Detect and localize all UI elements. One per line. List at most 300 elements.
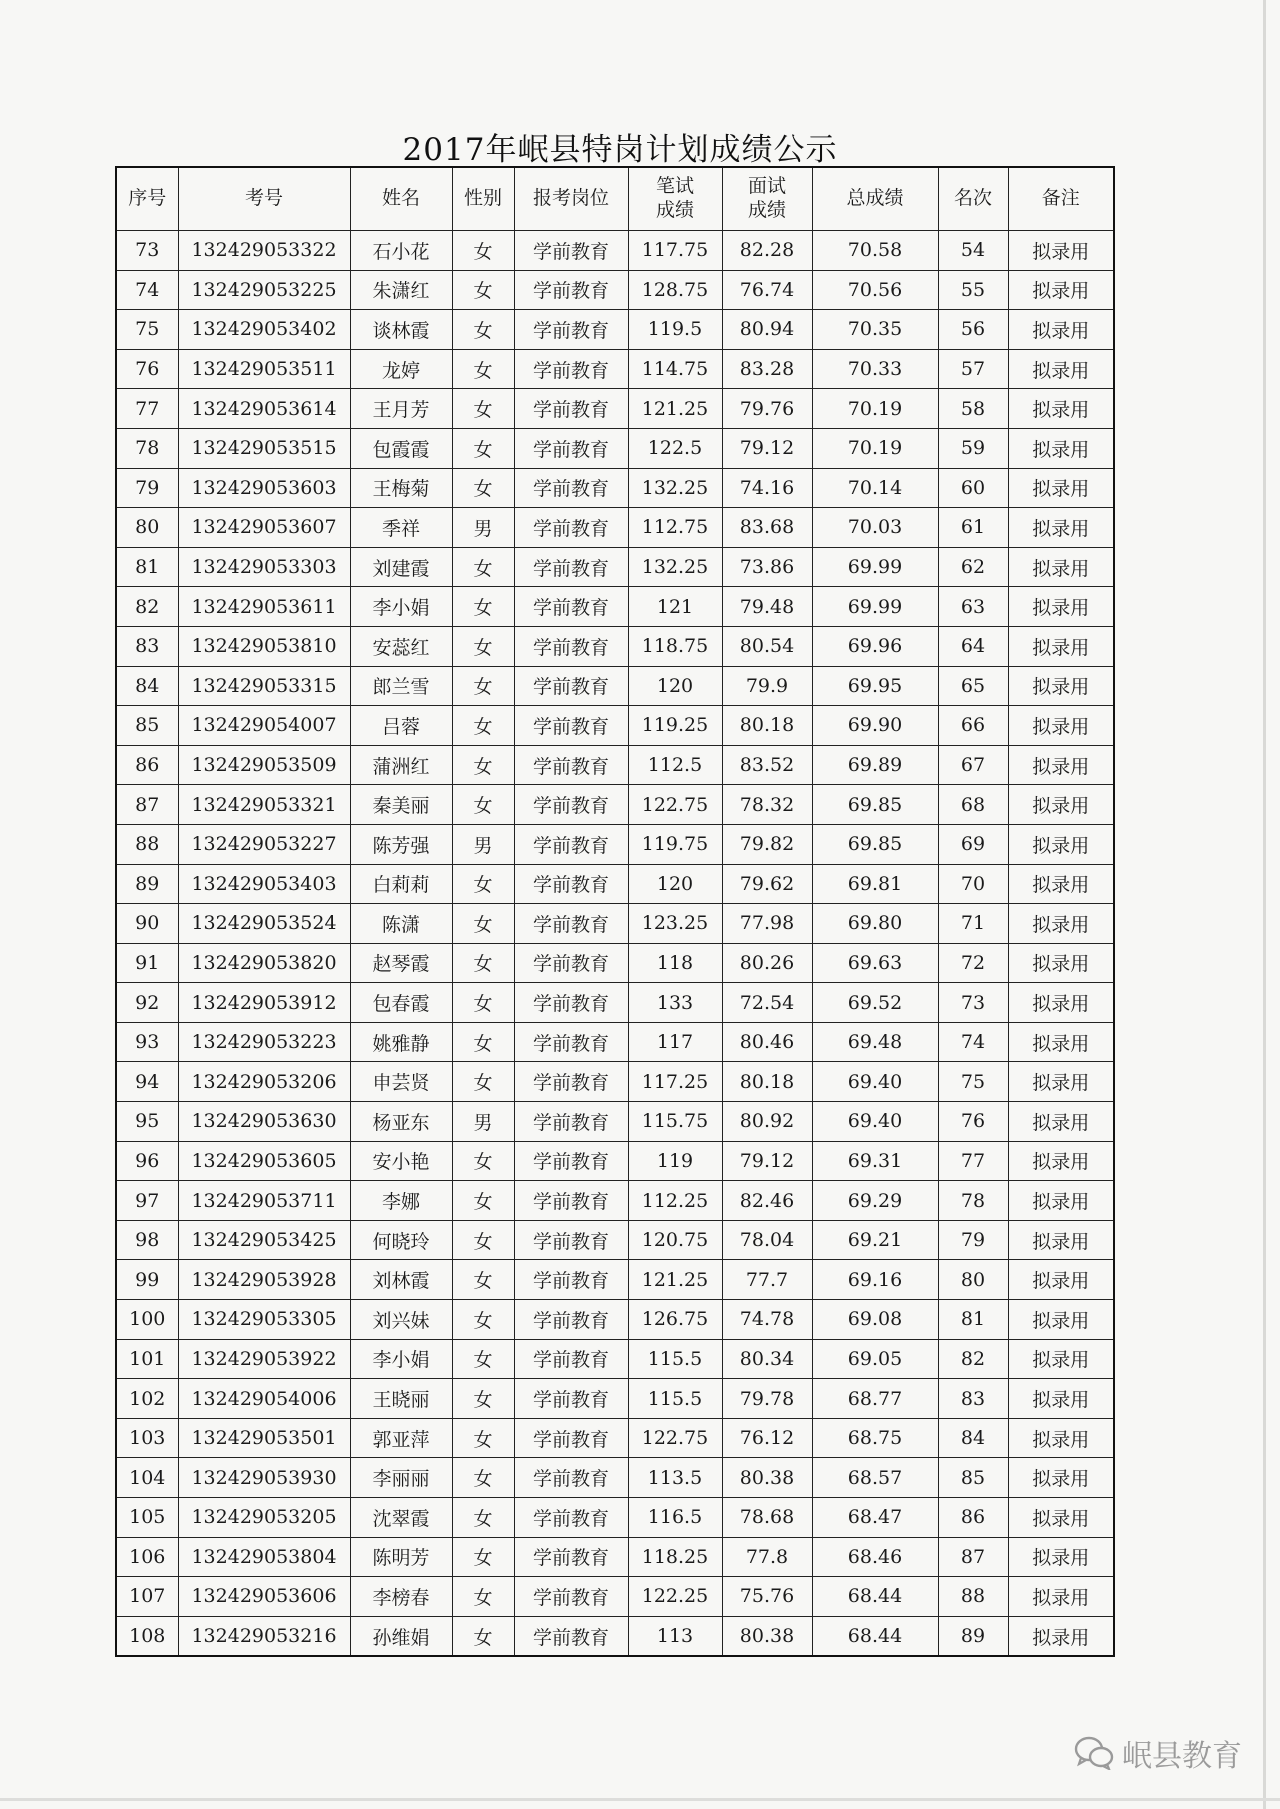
cell-total-score: 69.89 bbox=[812, 745, 938, 785]
cell-total-score: 69.40 bbox=[812, 1062, 938, 1102]
cell-written-score: 123.25 bbox=[628, 904, 722, 944]
cell-position: 学前教育 bbox=[514, 1379, 628, 1419]
cell-written-score: 121 bbox=[628, 587, 722, 627]
page-edge bbox=[1263, 0, 1266, 1809]
cell-interview-score: 79.12 bbox=[722, 1141, 812, 1181]
table-row bbox=[116, 1537, 1114, 1577]
cell-written-score: 119.5 bbox=[628, 310, 722, 350]
table-body bbox=[116, 231, 1114, 1657]
cell-seq: 73 bbox=[116, 231, 178, 271]
cell-position: 学前教育 bbox=[514, 626, 628, 666]
table-row bbox=[116, 1062, 1114, 1102]
cell-position: 学前教育 bbox=[514, 1339, 628, 1379]
cell-name: 刘林霞 bbox=[350, 1260, 452, 1300]
cell-position: 学前教育 bbox=[514, 785, 628, 825]
cell-written-score: 118 bbox=[628, 943, 722, 983]
cell-gender: 女 bbox=[452, 1062, 514, 1102]
table-row bbox=[116, 785, 1114, 825]
cell-exam-id: 132429053315 bbox=[178, 666, 350, 706]
cell-position: 学前教育 bbox=[514, 428, 628, 468]
cell-total-score: 69.80 bbox=[812, 904, 938, 944]
cell-interview-score: 74.78 bbox=[722, 1300, 812, 1340]
cell-total-score: 68.47 bbox=[812, 1498, 938, 1538]
cell-name: 王晓丽 bbox=[350, 1379, 452, 1419]
cell-interview-score: 80.34 bbox=[722, 1339, 812, 1379]
cell-total-score: 68.44 bbox=[812, 1577, 938, 1617]
cell-total-score: 68.44 bbox=[812, 1616, 938, 1656]
cell-interview-score: 79.82 bbox=[722, 824, 812, 864]
cell-interview-score: 78.32 bbox=[722, 785, 812, 825]
cell-position: 学前教育 bbox=[514, 1577, 628, 1617]
cell-name: 沈翠霞 bbox=[350, 1498, 452, 1538]
cell-rank: 69 bbox=[938, 824, 1008, 864]
wechat-icon bbox=[1074, 1736, 1114, 1770]
cell-gender: 女 bbox=[452, 349, 514, 389]
cell-seq: 100 bbox=[116, 1300, 178, 1340]
cell-total-score: 68.57 bbox=[812, 1458, 938, 1498]
cell-gender: 女 bbox=[452, 587, 514, 627]
column-header: 笔试 成绩 bbox=[628, 167, 722, 231]
table-row bbox=[116, 824, 1114, 864]
cell-remark: 拟录用 bbox=[1008, 904, 1114, 944]
cell-total-score: 69.08 bbox=[812, 1300, 938, 1340]
cell-gender: 女 bbox=[452, 1498, 514, 1538]
cell-name: 秦美丽 bbox=[350, 785, 452, 825]
cell-remark: 拟录用 bbox=[1008, 389, 1114, 429]
cell-position: 学前教育 bbox=[514, 1220, 628, 1260]
cell-gender: 女 bbox=[452, 1220, 514, 1260]
cell-total-score: 70.03 bbox=[812, 508, 938, 548]
cell-remark: 拟录用 bbox=[1008, 1537, 1114, 1577]
cell-exam-id: 132429053614 bbox=[178, 389, 350, 429]
cell-exam-id: 132429053322 bbox=[178, 231, 350, 271]
cell-name: 季祥 bbox=[350, 508, 452, 548]
cell-remark: 拟录用 bbox=[1008, 508, 1114, 548]
cell-exam-id: 132429053804 bbox=[178, 1537, 350, 1577]
cell-total-score: 69.29 bbox=[812, 1181, 938, 1221]
cell-total-score: 68.77 bbox=[812, 1379, 938, 1419]
cell-rank: 59 bbox=[938, 428, 1008, 468]
cell-rank: 82 bbox=[938, 1339, 1008, 1379]
cell-seq: 92 bbox=[116, 983, 178, 1023]
cell-rank: 56 bbox=[938, 310, 1008, 350]
cell-name: 包春霞 bbox=[350, 983, 452, 1023]
cell-written-score: 113.5 bbox=[628, 1458, 722, 1498]
cell-position: 学前教育 bbox=[514, 1181, 628, 1221]
cell-written-score: 114.75 bbox=[628, 349, 722, 389]
cell-exam-id: 132429054007 bbox=[178, 706, 350, 746]
cell-exam-id: 132429054006 bbox=[178, 1379, 350, 1419]
cell-interview-score: 80.18 bbox=[722, 706, 812, 746]
cell-seq: 86 bbox=[116, 745, 178, 785]
cell-rank: 75 bbox=[938, 1062, 1008, 1102]
cell-written-score: 122.5 bbox=[628, 428, 722, 468]
cell-exam-id: 132429053402 bbox=[178, 310, 350, 350]
cell-total-score: 69.16 bbox=[812, 1260, 938, 1300]
cell-remark: 拟录用 bbox=[1008, 1379, 1114, 1419]
cell-interview-score: 83.52 bbox=[722, 745, 812, 785]
cell-gender: 女 bbox=[452, 1022, 514, 1062]
cell-written-score: 120 bbox=[628, 666, 722, 706]
cell-exam-id: 132429053403 bbox=[178, 864, 350, 904]
table-row bbox=[116, 547, 1114, 587]
cell-seq: 76 bbox=[116, 349, 178, 389]
cell-total-score: 70.35 bbox=[812, 310, 938, 350]
cell-name: 何晓玲 bbox=[350, 1220, 452, 1260]
cell-remark: 拟录用 bbox=[1008, 587, 1114, 627]
table-row bbox=[116, 508, 1114, 548]
cell-seq: 104 bbox=[116, 1458, 178, 1498]
cell-gender: 女 bbox=[452, 1300, 514, 1340]
cell-rank: 76 bbox=[938, 1102, 1008, 1142]
cell-position: 学前教育 bbox=[514, 824, 628, 864]
cell-gender: 女 bbox=[452, 1181, 514, 1221]
cell-remark: 拟录用 bbox=[1008, 1062, 1114, 1102]
cell-total-score: 69.99 bbox=[812, 547, 938, 587]
table-row bbox=[116, 745, 1114, 785]
cell-name: 郎兰雪 bbox=[350, 666, 452, 706]
cell-gender: 女 bbox=[452, 389, 514, 429]
cell-remark: 拟录用 bbox=[1008, 864, 1114, 904]
cell-exam-id: 132429053501 bbox=[178, 1418, 350, 1458]
cell-seq: 81 bbox=[116, 547, 178, 587]
cell-interview-score: 76.12 bbox=[722, 1418, 812, 1458]
cell-name: 陈潇 bbox=[350, 904, 452, 944]
cell-name: 郭亚萍 bbox=[350, 1418, 452, 1458]
cell-seq: 102 bbox=[116, 1379, 178, 1419]
cell-position: 学前教育 bbox=[514, 983, 628, 1023]
table-row bbox=[116, 983, 1114, 1023]
cell-name: 李小娟 bbox=[350, 1339, 452, 1379]
cell-interview-score: 79.78 bbox=[722, 1379, 812, 1419]
column-header: 序号 bbox=[116, 167, 178, 231]
cell-remark: 拟录用 bbox=[1008, 943, 1114, 983]
cell-interview-score: 79.76 bbox=[722, 389, 812, 429]
cell-total-score: 70.14 bbox=[812, 468, 938, 508]
table-row bbox=[116, 1577, 1114, 1617]
cell-interview-score: 73.86 bbox=[722, 547, 812, 587]
cell-position: 学前教育 bbox=[514, 864, 628, 904]
cell-rank: 64 bbox=[938, 626, 1008, 666]
cell-interview-score: 80.46 bbox=[722, 1022, 812, 1062]
cell-remark: 拟录用 bbox=[1008, 1577, 1114, 1617]
cell-remark: 拟录用 bbox=[1008, 1300, 1114, 1340]
cell-rank: 70 bbox=[938, 864, 1008, 904]
cell-seq: 97 bbox=[116, 1181, 178, 1221]
cell-interview-score: 82.46 bbox=[722, 1181, 812, 1221]
cell-name: 杨亚东 bbox=[350, 1102, 452, 1142]
cell-name: 李小娟 bbox=[350, 587, 452, 627]
cell-total-score: 69.85 bbox=[812, 824, 938, 864]
cell-name: 安蕊红 bbox=[350, 626, 452, 666]
cell-seq: 96 bbox=[116, 1141, 178, 1181]
cell-name: 王月芳 bbox=[350, 389, 452, 429]
cell-seq: 93 bbox=[116, 1022, 178, 1062]
column-header: 备注 bbox=[1008, 167, 1114, 231]
cell-name: 陈明芳 bbox=[350, 1537, 452, 1577]
cell-name: 李娜 bbox=[350, 1181, 452, 1221]
cell-seq: 78 bbox=[116, 428, 178, 468]
cell-remark: 拟录用 bbox=[1008, 349, 1114, 389]
cell-rank: 72 bbox=[938, 943, 1008, 983]
cell-written-score: 128.75 bbox=[628, 270, 722, 310]
cell-interview-score: 80.18 bbox=[722, 1062, 812, 1102]
cell-name: 刘兴妹 bbox=[350, 1300, 452, 1340]
cell-gender: 女 bbox=[452, 231, 514, 271]
cell-written-score: 117.75 bbox=[628, 231, 722, 271]
cell-written-score: 115.5 bbox=[628, 1379, 722, 1419]
cell-remark: 拟录用 bbox=[1008, 706, 1114, 746]
cell-rank: 65 bbox=[938, 666, 1008, 706]
cell-gender: 女 bbox=[452, 1260, 514, 1300]
cell-exam-id: 132429053912 bbox=[178, 983, 350, 1023]
cell-remark: 拟录用 bbox=[1008, 824, 1114, 864]
cell-interview-score: 78.68 bbox=[722, 1498, 812, 1538]
cell-gender: 女 bbox=[452, 1418, 514, 1458]
cell-rank: 66 bbox=[938, 706, 1008, 746]
cell-written-score: 113 bbox=[628, 1616, 722, 1656]
cell-name: 龙婷 bbox=[350, 349, 452, 389]
cell-written-score: 115.75 bbox=[628, 1102, 722, 1142]
table-row bbox=[116, 1260, 1114, 1300]
cell-rank: 78 bbox=[938, 1181, 1008, 1221]
cell-name: 吕蓉 bbox=[350, 706, 452, 746]
cell-position: 学前教育 bbox=[514, 904, 628, 944]
cell-exam-id: 132429053303 bbox=[178, 547, 350, 587]
cell-exam-id: 132429053509 bbox=[178, 745, 350, 785]
cell-seq: 98 bbox=[116, 1220, 178, 1260]
cell-name: 蒲洲红 bbox=[350, 745, 452, 785]
cell-rank: 57 bbox=[938, 349, 1008, 389]
cell-remark: 拟录用 bbox=[1008, 231, 1114, 271]
table-row bbox=[116, 1102, 1114, 1142]
table-row bbox=[116, 864, 1114, 904]
table-row bbox=[116, 904, 1114, 944]
cell-position: 学前教育 bbox=[514, 1498, 628, 1538]
cell-gender: 女 bbox=[452, 983, 514, 1023]
cell-written-score: 120.75 bbox=[628, 1220, 722, 1260]
cell-position: 学前教育 bbox=[514, 1062, 628, 1102]
cell-seq: 105 bbox=[116, 1498, 178, 1538]
cell-position: 学前教育 bbox=[514, 349, 628, 389]
table-row bbox=[116, 1300, 1114, 1340]
cell-name: 石小花 bbox=[350, 231, 452, 271]
cell-total-score: 69.90 bbox=[812, 706, 938, 746]
cell-written-score: 122.25 bbox=[628, 1577, 722, 1617]
cell-written-score: 121.25 bbox=[628, 389, 722, 429]
cell-seq: 83 bbox=[116, 626, 178, 666]
cell-position: 学前教育 bbox=[514, 1141, 628, 1181]
cell-gender: 女 bbox=[452, 547, 514, 587]
table-row bbox=[116, 1458, 1114, 1498]
cell-seq: 103 bbox=[116, 1418, 178, 1458]
table-row bbox=[116, 349, 1114, 389]
cell-interview-score: 79.9 bbox=[722, 666, 812, 706]
cell-written-score: 122.75 bbox=[628, 785, 722, 825]
page-title: 2017年岷县特岗计划成绩公示 bbox=[402, 132, 838, 168]
cell-gender: 女 bbox=[452, 1577, 514, 1617]
cell-position: 学前教育 bbox=[514, 1102, 628, 1142]
cell-written-score: 112.75 bbox=[628, 508, 722, 548]
cell-name: 安小艳 bbox=[350, 1141, 452, 1181]
cell-remark: 拟录用 bbox=[1008, 785, 1114, 825]
cell-total-score: 69.99 bbox=[812, 587, 938, 627]
cell-written-score: 133 bbox=[628, 983, 722, 1023]
cell-seq: 99 bbox=[116, 1260, 178, 1300]
cell-exam-id: 132429053606 bbox=[178, 1577, 350, 1617]
table-row bbox=[116, 666, 1114, 706]
cell-gender: 女 bbox=[452, 706, 514, 746]
table-row bbox=[116, 1498, 1114, 1538]
cell-exam-id: 132429053611 bbox=[178, 587, 350, 627]
cell-written-score: 119.25 bbox=[628, 706, 722, 746]
cell-exam-id: 132429053216 bbox=[178, 1616, 350, 1656]
cell-position: 学前教育 bbox=[514, 389, 628, 429]
column-header: 名次 bbox=[938, 167, 1008, 231]
cell-remark: 拟录用 bbox=[1008, 745, 1114, 785]
cell-exam-id: 132429053524 bbox=[178, 904, 350, 944]
cell-gender: 男 bbox=[452, 824, 514, 864]
cell-rank: 73 bbox=[938, 983, 1008, 1023]
cell-rank: 86 bbox=[938, 1498, 1008, 1538]
cell-rank: 60 bbox=[938, 468, 1008, 508]
cell-interview-score: 80.26 bbox=[722, 943, 812, 983]
cell-rank: 55 bbox=[938, 270, 1008, 310]
cell-interview-score: 80.94 bbox=[722, 310, 812, 350]
cell-rank: 74 bbox=[938, 1022, 1008, 1062]
cell-written-score: 120 bbox=[628, 864, 722, 904]
cell-total-score: 70.19 bbox=[812, 428, 938, 468]
cell-position: 学前教育 bbox=[514, 745, 628, 785]
cell-remark: 拟录用 bbox=[1008, 270, 1114, 310]
cell-gender: 女 bbox=[452, 1379, 514, 1419]
cell-rank: 77 bbox=[938, 1141, 1008, 1181]
cell-exam-id: 132429053820 bbox=[178, 943, 350, 983]
cell-seq: 107 bbox=[116, 1577, 178, 1617]
watermark bbox=[1074, 1731, 1242, 1775]
column-header: 姓名 bbox=[350, 167, 452, 231]
cell-interview-score: 76.74 bbox=[722, 270, 812, 310]
cell-total-score: 69.31 bbox=[812, 1141, 938, 1181]
cell-remark: 拟录用 bbox=[1008, 1220, 1114, 1260]
cell-rank: 83 bbox=[938, 1379, 1008, 1419]
table-row bbox=[116, 626, 1114, 666]
cell-gender: 女 bbox=[452, 785, 514, 825]
cell-seq: 82 bbox=[116, 587, 178, 627]
cell-gender: 女 bbox=[452, 943, 514, 983]
cell-written-score: 119.75 bbox=[628, 824, 722, 864]
table-row bbox=[116, 231, 1114, 271]
table-row bbox=[116, 310, 1114, 350]
cell-interview-score: 77.98 bbox=[722, 904, 812, 944]
cell-gender: 女 bbox=[452, 666, 514, 706]
cell-position: 学前教育 bbox=[514, 1300, 628, 1340]
cell-gender: 女 bbox=[452, 468, 514, 508]
cell-name: 陈芳强 bbox=[350, 824, 452, 864]
table-header-row bbox=[116, 167, 1114, 231]
cell-written-score: 118.25 bbox=[628, 1537, 722, 1577]
table-row bbox=[116, 587, 1114, 627]
cell-interview-score: 72.54 bbox=[722, 983, 812, 1023]
cell-position: 学前教育 bbox=[514, 1418, 628, 1458]
table-row bbox=[116, 428, 1114, 468]
cell-seq: 80 bbox=[116, 508, 178, 548]
cell-seq: 89 bbox=[116, 864, 178, 904]
cell-written-score: 117.25 bbox=[628, 1062, 722, 1102]
cell-name: 包霞霞 bbox=[350, 428, 452, 468]
cell-interview-score: 80.38 bbox=[722, 1458, 812, 1498]
cell-exam-id: 132429053223 bbox=[178, 1022, 350, 1062]
cell-exam-id: 132429053711 bbox=[178, 1181, 350, 1221]
cell-interview-score: 83.28 bbox=[722, 349, 812, 389]
column-header: 性别 bbox=[452, 167, 514, 231]
cell-position: 学前教育 bbox=[514, 508, 628, 548]
cell-remark: 拟录用 bbox=[1008, 547, 1114, 587]
cell-remark: 拟录用 bbox=[1008, 1458, 1114, 1498]
cell-position: 学前教育 bbox=[514, 1022, 628, 1062]
cell-position: 学前教育 bbox=[514, 468, 628, 508]
cell-rank: 85 bbox=[938, 1458, 1008, 1498]
table-row bbox=[116, 1379, 1114, 1419]
cell-exam-id: 132429053607 bbox=[178, 508, 350, 548]
cell-seq: 79 bbox=[116, 468, 178, 508]
cell-interview-score: 82.28 bbox=[722, 231, 812, 271]
cell-written-score: 132.25 bbox=[628, 468, 722, 508]
cell-exam-id: 132429053206 bbox=[178, 1062, 350, 1102]
cell-name: 刘建霞 bbox=[350, 547, 452, 587]
cell-gender: 女 bbox=[452, 904, 514, 944]
column-header: 总成绩 bbox=[812, 167, 938, 231]
cell-exam-id: 132429053305 bbox=[178, 1300, 350, 1340]
cell-interview-score: 79.12 bbox=[722, 428, 812, 468]
table-row bbox=[116, 1141, 1114, 1181]
cell-rank: 58 bbox=[938, 389, 1008, 429]
cell-name: 朱潇红 bbox=[350, 270, 452, 310]
cell-exam-id: 132429053205 bbox=[178, 1498, 350, 1538]
table-row bbox=[116, 706, 1114, 746]
cell-written-score: 112.5 bbox=[628, 745, 722, 785]
cell-interview-score: 77.8 bbox=[722, 1537, 812, 1577]
cell-rank: 54 bbox=[938, 231, 1008, 271]
cell-position: 学前教育 bbox=[514, 1616, 628, 1656]
cell-rank: 81 bbox=[938, 1300, 1008, 1340]
cell-exam-id: 132429053515 bbox=[178, 428, 350, 468]
cell-rank: 89 bbox=[938, 1616, 1008, 1656]
table-row bbox=[116, 943, 1114, 983]
table-row bbox=[116, 270, 1114, 310]
cell-remark: 拟录用 bbox=[1008, 1102, 1114, 1142]
cell-position: 学前教育 bbox=[514, 1537, 628, 1577]
cell-rank: 67 bbox=[938, 745, 1008, 785]
cell-total-score: 69.96 bbox=[812, 626, 938, 666]
cell-total-score: 69.05 bbox=[812, 1339, 938, 1379]
table-row bbox=[116, 468, 1114, 508]
cell-exam-id: 132429053630 bbox=[178, 1102, 350, 1142]
cell-gender: 男 bbox=[452, 1102, 514, 1142]
cell-total-score: 69.95 bbox=[812, 666, 938, 706]
cell-total-score: 70.33 bbox=[812, 349, 938, 389]
cell-seq: 94 bbox=[116, 1062, 178, 1102]
cell-gender: 女 bbox=[452, 864, 514, 904]
cell-remark: 拟录用 bbox=[1008, 983, 1114, 1023]
scores-table bbox=[115, 166, 1115, 1657]
cell-total-score: 69.52 bbox=[812, 983, 938, 1023]
cell-remark: 拟录用 bbox=[1008, 468, 1114, 508]
table-row bbox=[116, 1181, 1114, 1221]
page-edge bbox=[0, 1798, 1280, 1801]
cell-remark: 拟录用 bbox=[1008, 1616, 1114, 1656]
table-row bbox=[116, 1220, 1114, 1260]
